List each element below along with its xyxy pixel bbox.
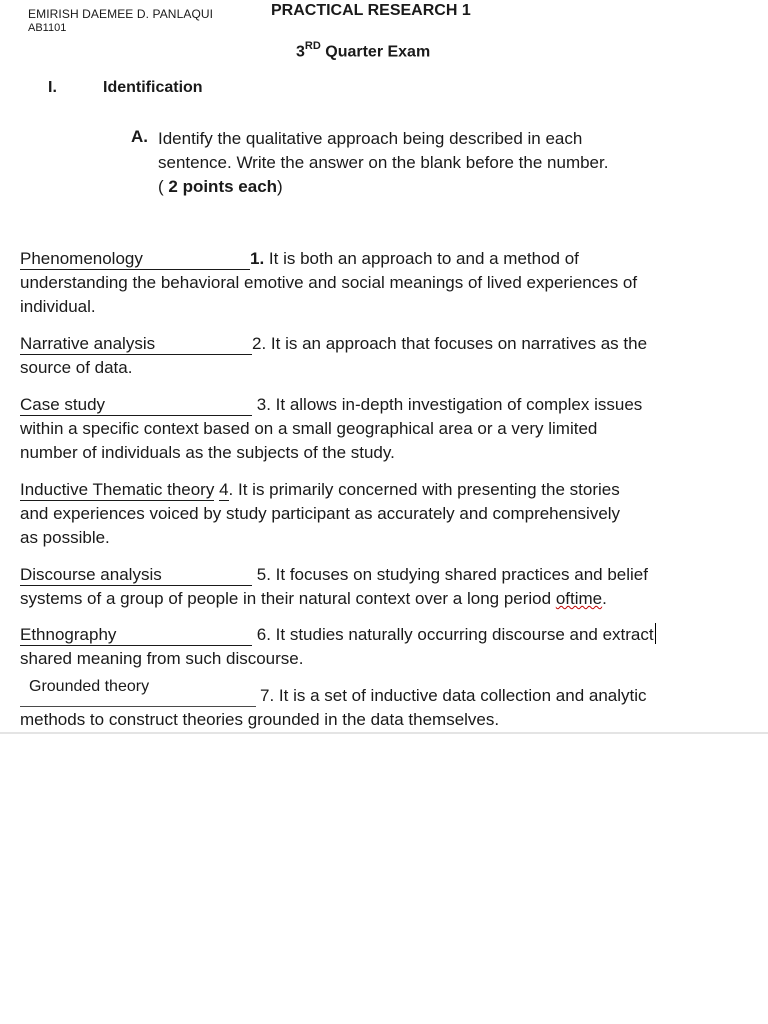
- exam-title: [296, 41, 430, 61]
- item-text-5b: [20, 587, 750, 611]
- answer-blank-6[interactable]: Ethnography: [20, 625, 252, 646]
- item-text-3b: within a specific context based on a small geographical area or a very limited: [20, 419, 598, 438]
- item-text-6b: shared meaning from such discourse.: [20, 649, 304, 668]
- instructions: [158, 127, 718, 199]
- subject-title: PRACTICAL RESEARCH 1: [271, 2, 471, 19]
- answer-textbox-7[interactable]: Grounded theory: [29, 678, 150, 695]
- question-item-7: [260, 684, 647, 708]
- question-item-5: [20, 563, 750, 611]
- item-number-6: 6.: [256, 625, 271, 644]
- question-item-4: [20, 478, 750, 550]
- item-number-7: 7.: [260, 686, 275, 705]
- answer-blank-4[interactable]: Inductive Thematic theory: [20, 480, 215, 499]
- item-text-5b-suffix: .: [602, 589, 607, 608]
- answer-blank-2[interactable]: Narrative analysis: [20, 334, 252, 355]
- item-number-4: 4: [219, 480, 229, 499]
- points-close: ): [277, 177, 283, 196]
- item-text-2b: source of data.: [20, 358, 133, 377]
- item-number-2: 2.: [252, 334, 267, 353]
- question-item-6: [20, 623, 750, 671]
- item-text-1a: It is both an approach to and a method of: [264, 249, 579, 268]
- item-text-5a: It focuses on studying shared practices and belief: [270, 565, 648, 584]
- answer-blank-7: [20, 706, 256, 707]
- points-text: 2 points each: [168, 177, 278, 196]
- item-text-4a: . It is primarily concerned with presenting the stories: [228, 480, 620, 499]
- answer-blank-5[interactable]: Discourse analysis: [20, 565, 252, 586]
- answer-blank-3[interactable]: Case study: [20, 395, 252, 416]
- student-section: AB1101: [28, 22, 67, 34]
- page-bottom-edge: [0, 732, 768, 734]
- item-text-3c: number of individuals as the subjects of the study.: [20, 443, 395, 462]
- item-number-1: 1.: [250, 249, 265, 268]
- item-number-5: 5.: [256, 565, 271, 584]
- item-text-3a: It allows in-depth investigation of complex issues: [270, 395, 643, 414]
- exam-ordinal: 3: [296, 43, 305, 61]
- points-open: (: [158, 177, 169, 196]
- item-text-1c: individual.: [20, 297, 96, 316]
- exam-ordinal-suffix: RD: [304, 40, 321, 52]
- question-item-2: [20, 332, 750, 380]
- item-text-4b: and experiences voiced by study participant as accurately and comprehensively: [20, 504, 621, 523]
- instructions-letter: A.: [131, 127, 148, 146]
- instructions-points: [158, 175, 718, 199]
- misspelled-word: oftime: [555, 589, 603, 608]
- item-text-5b-prefix: systems of a group of people in their natural context over a long period: [20, 589, 556, 608]
- question-item-1: [20, 247, 750, 319]
- item-text-7a: It is a set of inductive data collection and analytic: [274, 686, 647, 705]
- item-text-6a: It studies naturally occurring discourse and extract: [270, 625, 654, 644]
- item-text-7b: methods to construct theories grounded in the data themselves.: [20, 710, 500, 729]
- item-number-3: 3.: [256, 395, 271, 414]
- part-number: I.: [48, 79, 57, 96]
- item-text-4c: as possible.: [20, 528, 110, 547]
- instructions-line-1: Identify the qualitative approach being described in each: [158, 129, 583, 148]
- question-item-3: [20, 393, 750, 465]
- text-cursor: [655, 623, 656, 644]
- item-text-1b: understanding the behavioral emotive and social meanings of lived experiences of: [20, 273, 638, 292]
- item-text-2a: It is an approach that focuses on narratives as the: [266, 334, 648, 353]
- exam-title-text: Quarter Exam: [320, 43, 431, 61]
- student-name: EMIRISH DAEMEE D. PANLAQUI: [28, 7, 214, 21]
- instructions-line-2: sentence. Write the answer on the blank before the number.: [158, 153, 609, 172]
- answer-blank-1[interactable]: Phenomenology: [20, 249, 250, 270]
- part-title: Identification: [103, 79, 203, 96]
